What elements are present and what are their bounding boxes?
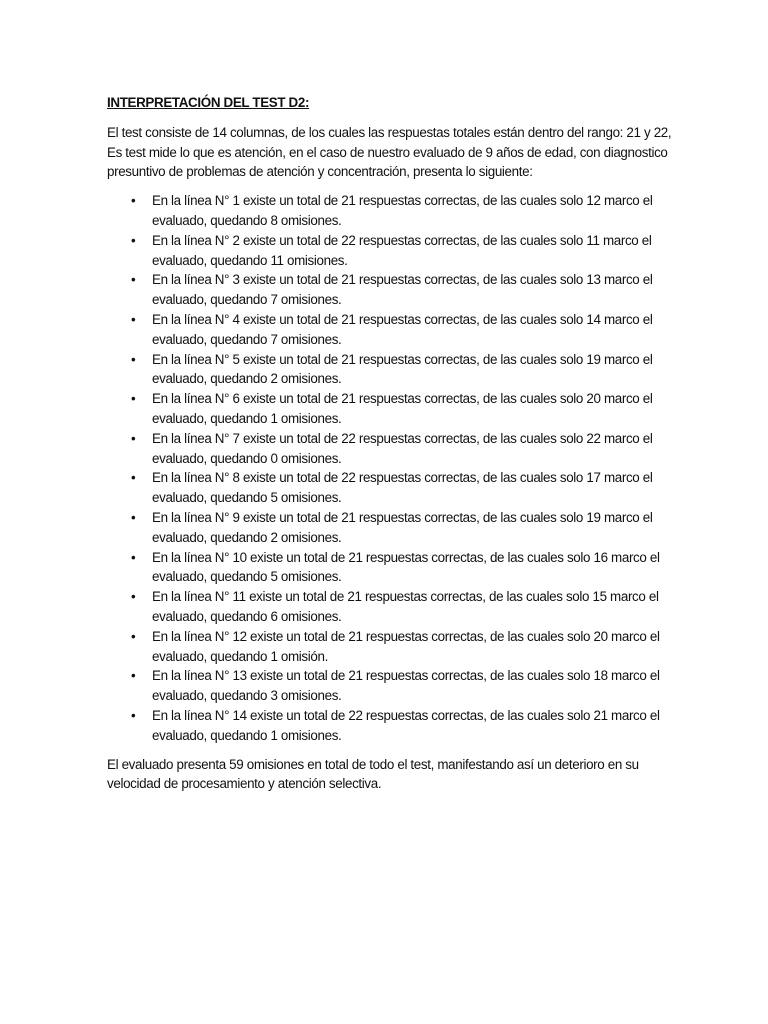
item-line-2: evaluado, quedando 1 omisiones. [152,727,342,743]
intro-line: El test consiste de 14 columnas, de los cuales las respuestas totales están dentro del rango: 21 y 22, [107,124,672,140]
intro-line: Es test mide lo que es atención, en el caso de nuestro evaluado de 9 años de edad, con diagnostico [107,144,668,160]
item-line-2: evaluado, quedando 0 omisiones. [152,450,342,466]
list-item [107,587,667,627]
conclusion-line: El evaluado presenta 59 omisiones en total de todo el test, manifestando así un deterioro en su [107,756,639,772]
item-line-1: En la línea N° 14 existe un total de 22 respuestas correctas, de las cuales solo 21 marco el [152,707,660,723]
bullet-icon: • [131,351,136,367]
item-line-1: En la línea N° 1 existe un total de 21 respuestas correctas, de las cuales solo 12 marco el [152,193,653,209]
item-line-1: En la línea N° 5 existe un total de 21 respuestas correctas, de las cuales solo 19 marco el [152,351,653,367]
item-line-2: evaluado, quedando 7 omisiones. [152,292,342,308]
item-line-1: En la línea N° 13 existe un total de 21 respuestas correctas, de las cuales solo 18 marco el [152,668,660,684]
list-item [107,508,667,548]
conclusion-line: velocidad de procesamiento y atención selectiva. [107,776,382,792]
item-line-2: evaluado, quedando 6 omisiones. [152,608,342,624]
item-line-2: evaluado, quedando 3 omisiones. [152,688,342,704]
list-item [107,270,667,310]
bullet-icon: • [131,549,136,565]
bullet-icon: • [131,193,136,209]
bullet-icon: • [131,311,136,327]
item-line-1: En la línea N° 3 existe un total de 21 respuestas correctas, de las cuales solo 13 marco el [152,272,653,288]
intro-line: presuntivo de problemas de atención y concentración, presenta lo siguiente: [107,164,533,180]
item-line-2: evaluado, quedando 8 omisiones. [152,212,342,228]
item-line-1: En la línea N° 4 existe un total de 21 respuestas correctas, de las cuales solo 14 marco el [152,311,653,327]
item-line-2: evaluado, quedando 1 omisiones. [152,410,342,426]
item-line-1: En la línea N° 8 existe un total de 22 respuestas correctas, de las cuales solo 17 marco el [152,470,653,486]
document-page [107,93,672,794]
bullet-icon: • [131,232,136,248]
bullet-icon: • [131,589,136,605]
bullet-icon: • [131,470,136,486]
item-line-2: evaluado, quedando 2 omisiones. [152,529,342,545]
item-line-1: En la línea N° 2 existe un total de 22 respuestas correctas, de las cuales solo 11 marco el [152,232,652,248]
item-line-1: En la línea N° 12 existe un total de 21 respuestas correctas, de las cuales solo 20 marco el [152,628,660,644]
intro-paragraph [107,123,672,182]
document-title: INTERPRETACIÓN DEL TEST D2: [107,95,310,110]
list-item [107,627,667,667]
item-line-2: evaluado, quedando 1 omisión. [152,648,328,664]
item-line-2: evaluado, quedando 5 omisiones. [152,569,342,585]
list-item [107,666,667,706]
list-item [107,429,667,469]
item-line-2: evaluado, quedando 5 omisiones. [152,490,342,506]
bullet-icon: • [131,509,136,525]
bullet-icon: • [131,272,136,288]
bullet-icon: • [131,391,136,407]
bullet-icon: • [131,668,136,684]
item-line-2: evaluado, quedando 7 omisiones. [152,331,342,347]
list-item [107,231,667,271]
bullet-icon: • [131,628,136,644]
item-line-1: En la línea N° 7 existe un total de 22 respuestas correctas, de las cuales solo 22 marco el [152,430,653,446]
list-item [107,468,667,508]
list-item [107,310,667,350]
bullet-icon: • [131,707,136,723]
list-item [107,191,667,231]
item-line-1: En la línea N° 11 existe un total de 21 respuestas correctas, de las cuales solo 15 marco el [152,589,659,605]
item-line-1: En la línea N° 10 existe un total de 21 respuestas correctas, de las cuales solo 16 marco el [152,549,660,565]
list-item [107,350,667,390]
list-item [107,706,667,746]
item-line-1: En la línea N° 9 existe un total de 21 respuestas correctas, de las cuales solo 19 marco el [152,509,653,525]
item-line-2: evaluado, quedando 11 omisiones. [152,252,348,268]
results-list [107,191,667,745]
item-line-1: En la línea N° 6 existe un total de 21 respuestas correctas, de las cuales solo 20 marco el [152,391,653,407]
list-item [107,548,667,588]
conclusion-paragraph [107,755,667,795]
list-item [107,389,667,429]
bullet-icon: • [131,430,136,446]
item-line-2: evaluado, quedando 2 omisiones. [152,371,342,387]
